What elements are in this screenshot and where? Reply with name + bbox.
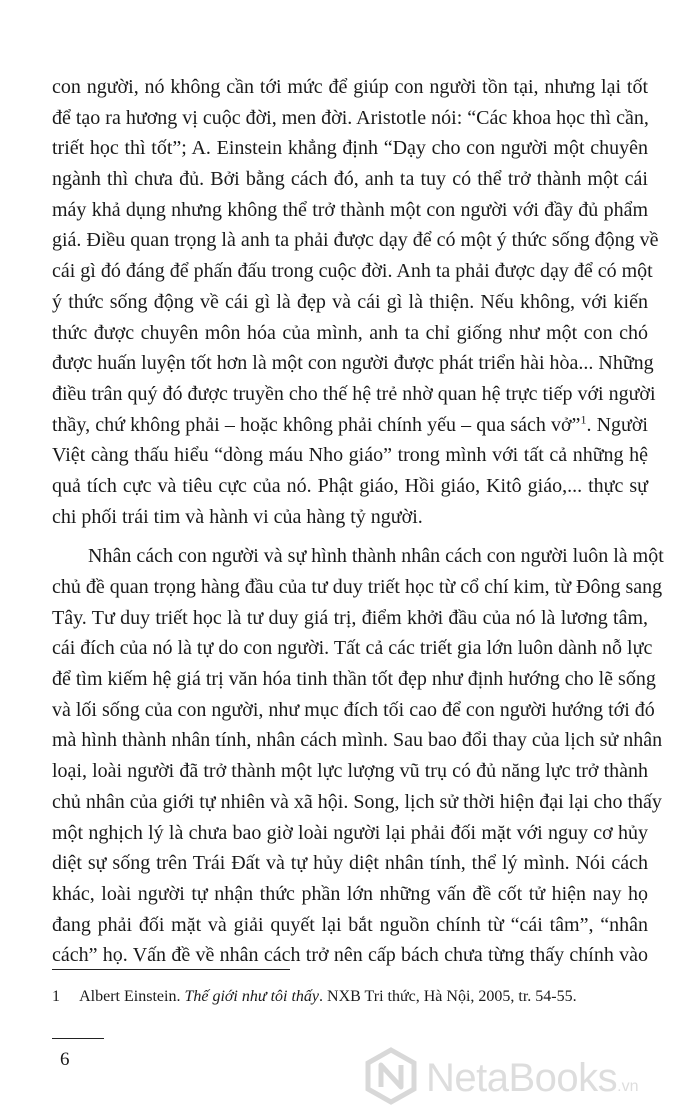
text-line: diệt sự sống trên Trái Đất và tự hủy diệt nhân tính, thể lý mình. Nói cách <box>52 852 648 875</box>
watermark-brand: NetaBooks <box>426 1056 618 1100</box>
watermark <box>362 1046 692 1110</box>
text-line: và lối sống của con người, như mục đích tối cao để con người hướng tới đó <box>52 698 655 721</box>
text-line: cái gì đó đáng để phấn đấu trong cuộc đời. Anh ta phải được dạy để có một <box>52 260 653 283</box>
text-line-with-footnote <box>52 410 648 441</box>
footnote-author: Albert Einstein. <box>79 988 181 1005</box>
text-line: một nghịch lý là chưa bao giờ loài người lại phải đối mặt với nguy cơ hủy <box>52 821 648 844</box>
footnote <box>52 986 652 1008</box>
text-line: giá. Điều quan trọng là anh ta phải được dạy để có một ý thức sống động về <box>52 229 659 252</box>
footnote-separator <box>52 969 290 970</box>
page-number: 6 <box>60 1049 70 1070</box>
text-line: Tây. Tư duy triết học là tư duy giá trị, điểm khởi đầu của nó là lương tâm, <box>52 606 648 629</box>
text-line: cái đích của nó là tự do con người. Tất cả các triết gia lớn luôn dành nỗ lực <box>52 637 653 660</box>
text-line: để tìm kiếm hệ giá trị văn hóa tinh thần tốt đẹp như định hướng cho lẽ sống <box>52 668 656 691</box>
text-line: ngành thì chưa đủ. Bởi bằng cách đó, anh ta tuy có thể trở thành một cái <box>52 168 648 191</box>
footnote-publication: . NXB Tri thức, Hà Nội, 2005, tr. 54-55. <box>319 988 577 1005</box>
footnote-title: Thế giới như tôi thấy <box>184 988 320 1005</box>
watermark-text <box>426 1058 639 1098</box>
text-line: loại, loài người đã trở thành một lực lượng vũ trụ có đủ năng lực trở thành <box>52 760 648 783</box>
netabooks-logo-icon <box>362 1047 420 1110</box>
paragraph-2 <box>52 541 664 971</box>
text-line: khác, loài người tự nhận thức phần lớn những vấn đề cốt tử hiện nay họ <box>52 882 648 905</box>
text-line: Việt càng thấu hiểu “dòng máu Nho giáo” trong mình với tất cả những hệ <box>52 444 648 467</box>
text-line: máy khả dụng nhưng không thể trở thành một con người với đầy đủ phẩm <box>52 198 648 221</box>
text-line-head: thầy, chứ không phải – hoặc không phải chính yếu – qua sách vở” <box>52 413 581 436</box>
text-line: chủ nhân của giới tự nhiên và xã hội. Song, lịch sử thời hiện đại lại cho thấy <box>52 790 662 813</box>
paragraph-gap <box>52 532 648 541</box>
text-line: chủ đề quan trọng hàng đầu của tư duy triết học từ cổ chí kim, từ Đông sang <box>52 576 663 598</box>
text-line: cách” họ. Vấn đề về nhân cách trở nên cấp bách chưa từng thấy chính vào <box>52 944 648 967</box>
footnote-mark: 1 <box>52 988 60 1005</box>
paragraph-1 <box>52 72 659 532</box>
page-number-rule <box>52 1038 104 1039</box>
text-line: đang phải đối mặt và giải quyết lại bắt nguồn chính từ “cái tâm”, “nhân <box>52 913 648 936</box>
text-line: được huấn luyện tốt hơn là một con người được phát triển hài hòa... Những <box>52 352 654 375</box>
text-line: thức được chuyên môn hóa của mình, anh ta chỉ giống như một con chó <box>52 321 648 344</box>
footnote-reference[interactable]: 1 <box>580 411 587 426</box>
text-line: triết học thì tốt”; A. Einstein khẳng định “Dạy cho con người một chuyên <box>52 137 648 160</box>
text-line: để tạo ra hương vị cuộc đời, men đời. Aristotle nói: “Các khoa học thì cần, <box>52 106 649 129</box>
text-line: điều trân quý đó được truyền cho thế hệ trẻ nhờ quan hệ trực tiếp với người <box>52 382 656 405</box>
text-line: mà hình thành nhân tính, nhân cách mình. Sau bao đổi thay của lịch sử nhân <box>52 729 663 752</box>
body-text <box>52 72 664 971</box>
text-line: chi phối trái tim và hành vi của hàng tỷ người. <box>52 505 423 528</box>
text-line: con người, nó không cần tới mức để giúp con người tồn tại, nhưng lại tốt <box>52 76 648 98</box>
text-line-tail: . Người <box>586 413 648 436</box>
watermark-suffix: .vn <box>617 1078 639 1095</box>
text-line: Nhân cách con người và sự hình thành nhân cách con người luôn là một <box>88 545 664 568</box>
text-line: ý thức sống động về cái gì là đẹp và cái gì là thiện. Nếu không, với kiến <box>52 290 648 313</box>
text-line: quả tích cực và tiêu cực của nó. Phật giáo, Hồi giáo, Kitô giáo,... thực sự <box>52 474 648 497</box>
